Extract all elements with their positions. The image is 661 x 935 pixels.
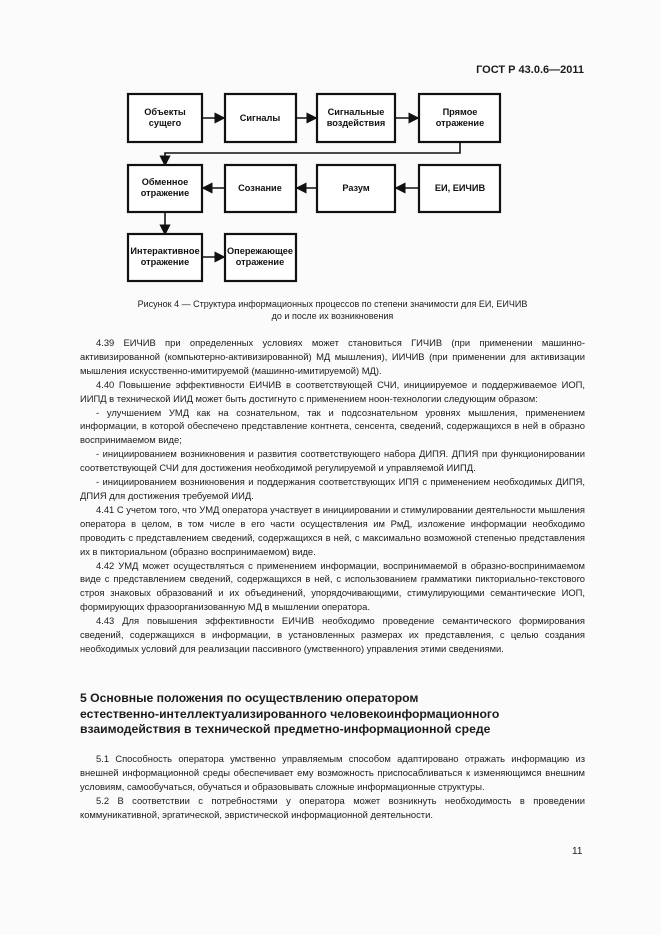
box-label: Сигнальные воздействия [326, 107, 386, 128]
box-label: Объекты сущего [144, 107, 186, 128]
page-number: 11 [572, 846, 583, 857]
section-text [80, 752, 585, 822]
paragraph: 4.39 ЕИЧИВ при определенных условиях может становиться ГИЧИВ (при применении машинно-активизированной (компьютерно-активизированной) МД мышления), ИИЧИВ (при применении для активизации мышления искусственно-имитируемой (машинно-имитируемой) МД). [80, 337, 585, 376]
box-label: ЕИ, ЕИЧИВ [434, 183, 486, 193]
paragraph: 4.41 С учетом того, что УМД оператора участвует в инициировании и стимулировании деятельности мышления оператора в целом, в том числе в его части осуществления им РмД, изложение информации необходимо проводить с представлением сведений, содержащихся в ней, с максимально возможной степенью представления их в пикториальном (образно воспринимаемом) виде. [80, 503, 585, 557]
box-label: Сигналы [239, 113, 281, 123]
section-heading [80, 691, 585, 738]
caption-line: Рисунок 4 — Структура информационных процессов по степени значимости для ЕИ, ЕИЧИВ [137, 299, 528, 309]
box-label: Интерактивное отражение [130, 246, 200, 267]
paragraph: 4.43 Для повышения эффективности ЕИЧИВ необходимо проведение семантического формирования сведений, содержащихся в информации, в установленных размерах их представления, с целью создания необходимых условий для реализации пассивного (умственного) управления этими сведениями. [80, 615, 585, 654]
paragraph: 5.1 Способность оператора умственно управляемым способом адаптировано отражать информацию из внешней информационной среды обеспечивает ему возможность приспосабливаться к изменяющимся внешним условиям, самообучаться, обучаться и образовывать сложные информационные структуры. [80, 753, 585, 792]
paragraph: 5.2 В соответствии с потребностями у оператора может возникнуть необходимость в проведении коммуникативной, эргатической, эвристической информационной деятельности. [80, 794, 585, 820]
heading-line: естественно-интеллектуализированного человекоинформационного [80, 706, 500, 721]
heading-line: 5 Основные положения по осуществлению оператором [80, 691, 419, 705]
box-label: Разум [342, 183, 370, 193]
paragraph: - улучшением УМД как на сознательном, так и подсознательном уровнях мышления, применением информации, в которой обеспечено представление контнета, сенсента, сведений, содержащихся в ней в образно воспринимаемом виде; [80, 406, 585, 446]
box-label: Обменное отражение [140, 177, 190, 198]
paragraph: 4.40 Повышение эффективности ЕИЧИВ в соответствующей СЧИ, инициируемое и поддерживаемое ИОП, ИИПД в технической ИИД может быть достигнуто с применением ноон-технологии следующим образом: [80, 378, 585, 404]
structure-diagram [0, 0, 661, 330]
main-text [80, 336, 585, 656]
paragraph: 4.42 УМД может осуществляться с применением информации, воспринимаемой в образно-воспринимаемом виде с представлением сведений, содержащихся в ней, с использованием грамматики пикториально-текстового строя знаковых образований и их объединений, упорядочивающими, стимулирующими семантические ИОП, формирующих фразоорганизованную МД в мышлении оператора. [80, 559, 585, 613]
caption-line: до и после их возникновения [271, 311, 394, 321]
paragraph: - инициированием возникновения и развития соответствующего набора ДИПЯ. ДПИЯ при функционировании соответствующей СЧИ для достижения необходимой регулируемой и управляемой ИИПД. [80, 448, 585, 474]
box-label: Опережающее отражение [227, 246, 293, 267]
heading-line: взаимодействия в технической предметно-информационной среде [80, 722, 491, 737]
figure-caption [80, 298, 585, 322]
box-label: Прямое отражение [435, 107, 485, 128]
box-label: Сознание [238, 183, 282, 193]
standard-designation: ГОСТ Р 43.0.6—2011 [476, 64, 584, 76]
paragraph: - инициированием возникновения и поддержания соответствующих ИПЯ с применением необходимых ДИПЯ, ДПИЯ для достижения требуемой ИИД. [80, 476, 585, 501]
